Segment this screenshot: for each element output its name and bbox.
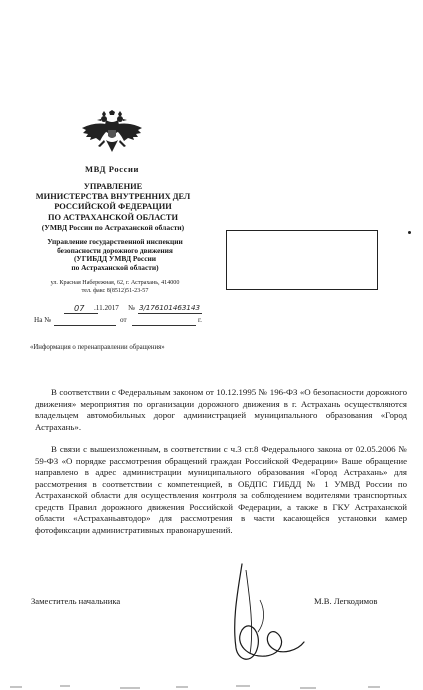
ministry-short-name: МВД России bbox=[85, 164, 139, 174]
agency-abbreviation: (УМВД России по Астраханской области) bbox=[41, 222, 185, 232]
na-label: На № bbox=[34, 316, 52, 324]
address-line: тел. факс 8(8512)51-23-57 bbox=[81, 288, 149, 294]
address-line: ул. Красная Набережная, 62, г. Астрахань, 414000 bbox=[50, 280, 180, 286]
agency-line: МИНИСТЕРСТВА ВНУТРЕННИХ ДЕЛ bbox=[35, 192, 191, 202]
handwritten-signature bbox=[220, 560, 320, 668]
subject-line: «Информация о перенаправлении обращения» bbox=[30, 344, 165, 351]
from-label: от bbox=[120, 316, 127, 324]
year-suffix: г. bbox=[198, 316, 202, 324]
signatory-name: М.В. Легкодимов bbox=[314, 596, 378, 606]
date-day-handwritten: 07 bbox=[74, 303, 85, 313]
outgoing-date-number-line bbox=[64, 304, 202, 314]
body-paragraph: В связи с вышеизложенным, в соответствии с ч.3 ст.8 Федерального закона от 02.05.2006 № 59-ФЗ «О порядке рассмотрения обращений граждан Российской Федерации» Ваше обращение направлено в адрес администрации муниципального образования «Город Астрахань» для рассмотрения в соответствии с компетенцией, в ОБДПС ГИБДД № 1 УМВД России по Астраханской области для осуществления контроля за соблюдением водителями транспортных средств Правил дорожного движения Российской Федерации, а также в ГКУ Астраханской области «Астраханьавтодор» для рассмотрения в части касающейся установки камер фотофиксации административных правонарушений. bbox=[35, 444, 407, 535]
body-paragraph: В соответствии с Федеральным законом от 10.12.1995 № 196-ФЗ «О безопасности дорожного движения» мероприятия по организации дорожного движения в г. Астрахань осуществляются владельцем автомобильных дорог администрацией муниципального образования «Город Астрахань». bbox=[35, 387, 407, 432]
number-label: № bbox=[128, 304, 135, 312]
number-handwritten: 3/176101463143 bbox=[139, 303, 200, 312]
date-month-year: .11.2017 bbox=[94, 304, 119, 312]
double-headed-eagle-emblem bbox=[80, 110, 144, 158]
address-block bbox=[30, 279, 200, 295]
agency-line: РОССИЙСКОЙ ФЕДЕРАЦИИ bbox=[54, 202, 172, 212]
division-line: по Астраханской области) bbox=[71, 262, 159, 272]
division-line: безопасности дорожного движения bbox=[57, 245, 173, 255]
agency-name-block bbox=[20, 182, 206, 233]
agency-line: УПРАВЛЕНИЕ bbox=[83, 182, 143, 191]
reference-number-line bbox=[34, 316, 204, 326]
signatory-title: Заместитель начальника bbox=[31, 596, 121, 606]
scan-edge-noise bbox=[0, 684, 423, 690]
scan-speck bbox=[408, 231, 411, 234]
division-name-block bbox=[30, 238, 200, 272]
agency-line: ПО АСТРАХАНСКОЙ ОБЛАСТИ bbox=[48, 212, 178, 222]
division-line: (УГИБДД УМВД России bbox=[73, 254, 157, 264]
redacted-recipient-box bbox=[226, 230, 378, 290]
division-line: Управление государственной инспекции bbox=[47, 237, 183, 246]
